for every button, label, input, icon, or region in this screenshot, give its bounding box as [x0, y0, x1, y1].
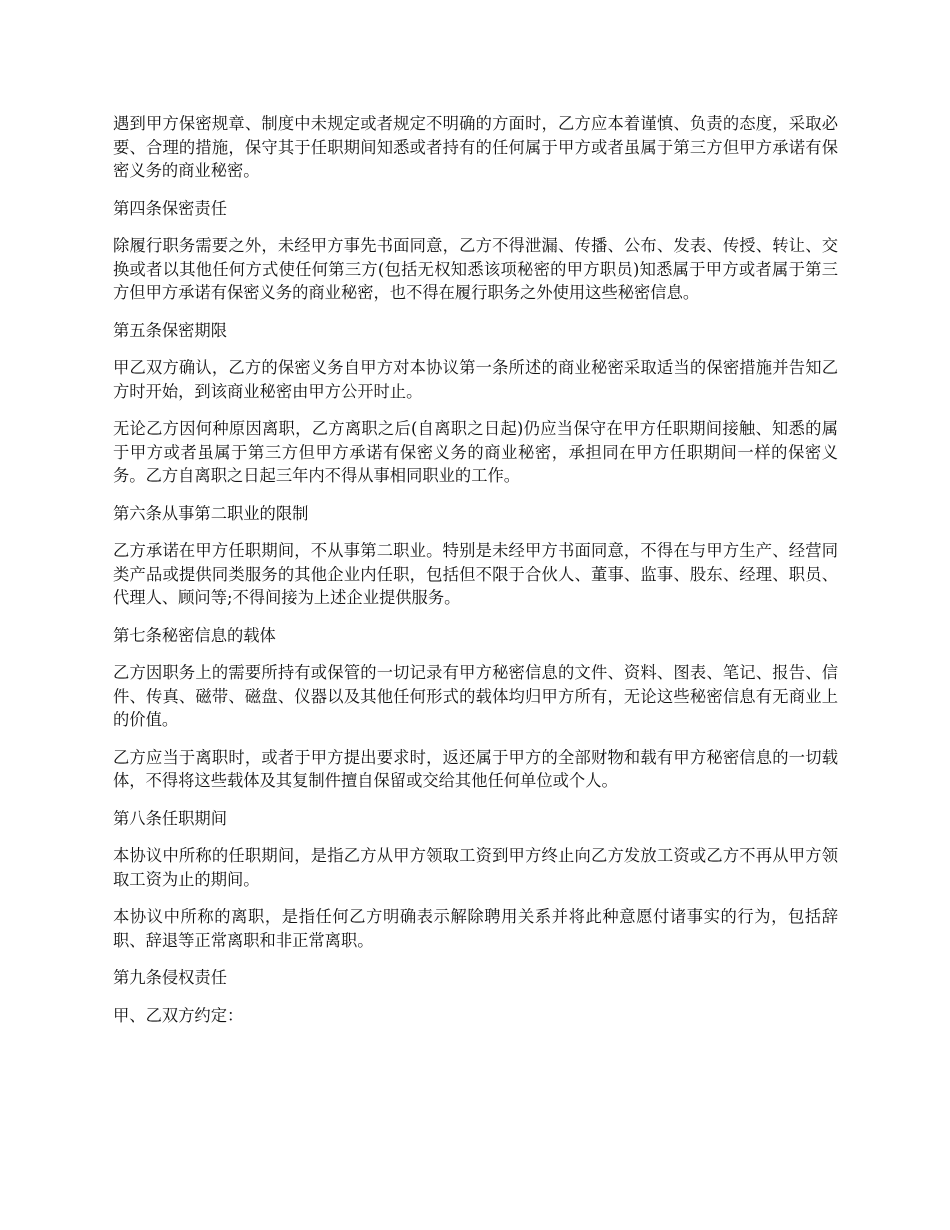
article-heading: 第八条任职期间 [113, 808, 227, 828]
paragraph: 遇到甲方保密规章、制度中未规定或者规定不明确的方面时，乙方应本着谨慎、负责的态度，采取必要、合理的措施，保守其于任职期间知悉或者持有的任何属于甲方或者虽属于第三方但甲方承诺有保密义务的商业秘密。 [113, 114, 838, 180]
paragraph: 除履行职务需要之外，未经甲方事先书面同意，乙方不得泄漏、传播、公布、发表、传授、转让、交换或者以其他任何方式使任何第三方(包括无权知悉该项秘密的甲方职员)知悉属于甲方或者属于第三方但甲方承诺有保密义务的商业秘密，也不得在履行职务之外使用这些秘密信息。 [113, 236, 838, 302]
paragraph: 甲乙双方确认，乙方的保密义务自甲方对本协议第一条所述的商业秘密采取适当的保密措施并告知乙方时开始，到该商业秘密由甲方公开时止。 [113, 358, 838, 401]
paragraph: 乙方承诺在甲方任职期间，不从事第二职业。特别是未经甲方书面同意，不得在与甲方生产、经营同类产品或提供同类服务的其他企业内任职，包括但不限于合伙人、董事、监事、股东、经理、职员、代理人、顾问等;不得间接为上述企业提供服务。 [113, 541, 838, 607]
paragraph: 乙方应当于离职时，或者于甲方提出要求时，返还属于甲方的全部财物和载有甲方秘密信息的一切载体，不得将这些载体及其复制件擅自保留或交给其他任何单位或个人。 [113, 747, 838, 790]
paragraph: 乙方因职务上的需要所持有或保管的一切记录有甲方秘密信息的文件、资料、图表、笔记、报告、信件、传真、磁带、磁盘、仪器以及其他任何形式的载体均归甲方所有，无论这些秘密信息有无商业上的价值。 [113, 663, 838, 729]
paragraph: 无论乙方因何种原因离职，乙方离职之后(自离职之日起)仍应当保守在甲方任职期间接触、知悉的属于甲方或者虽属于第三方但甲方承诺有保密义务的商业秘密，承担同在甲方任职期间一样的保密义务。乙方自离职之日起三年内不得从事相同职业的工作。 [113, 419, 838, 485]
paragraph: 本协议中所称的任职期间，是指乙方从甲方领取工资到甲方终止向乙方发放工资或乙方不再从甲方领取工资为止的期间。 [113, 846, 838, 889]
article-heading: 第七条秘密信息的载体 [113, 625, 276, 645]
document-page [113, 112, 838, 1041]
article-heading: 第六条从事第二职业的限制 [113, 503, 309, 523]
paragraph: 本协议中所称的离职，是指任何乙方明确表示解除聘用关系并将此种意愿付诸事实的行为，包括辞职、辞退等正常离职和非正常离职。 [113, 907, 838, 950]
paragraph: 甲、乙双方约定： [113, 1005, 244, 1025]
article-heading: 第四条保密责任 [113, 198, 227, 218]
article-heading: 第九条侵权责任 [113, 968, 227, 987]
article-heading: 第五条保密期限 [113, 320, 227, 340]
